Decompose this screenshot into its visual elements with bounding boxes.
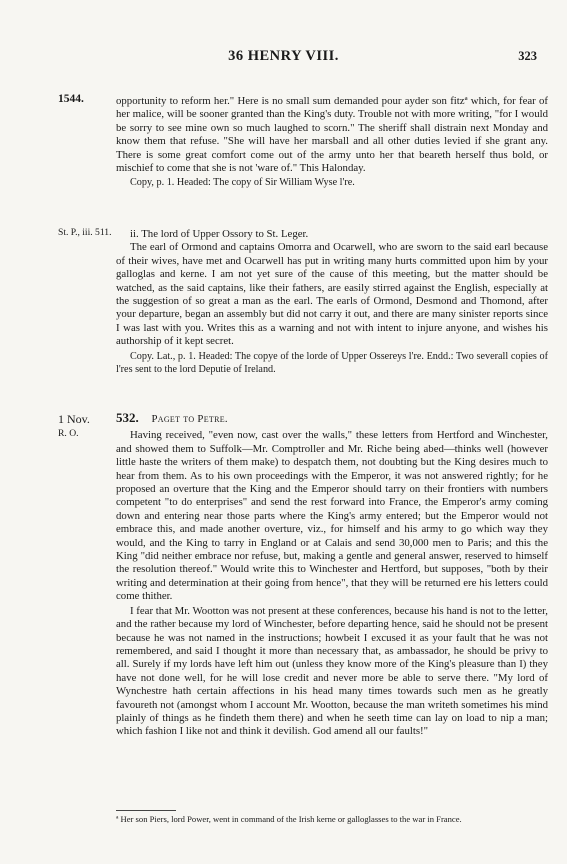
page-number: 323 [518,49,537,63]
copy-note-2: Copy. Lat., p. 1. Headed: The copye of the lorde of Upper Ossereys l're. Endd.: Two severall copies of l'res sent to the lord Deputie of Ireland. [116,350,548,376]
paragraph-paget-1: Having received, "even now, cast over the walls," these letters from Hertford and Winchester, and showed them to Suffolk—Mr. Comptroller and Mr. Riche being abed—thinks well (however little haste the writers of them make) to despatch them, not doubting but the King desires much to hear from them. As to his own proceedings with the Emperor, it was not answered rightly; for he proposed an overture that the King and the Emperor should tarry on their frontiers with numbers competent "to do enterprises" and send the rest forward into France, the Emperor's army coming down and entering near those parts where the King's army entered; but the Emperor would not embrace this, and made another overture, viz., for himself and his army to go which way they would, and the King to tarry in England or at Calais and send 30,000 men to Paris; and this the King "did neither embrace nor refuse, but, making a gentle and general answer, reserved to himself the resolution thereof." Would write this to Winchester and Hertford, but supposes, "both by their writing and determination at their going from hence", that they will be returned ere his letters could come thither. [116,429,548,603]
paragraph-ossory-letter: The earl of Ormond and captains Omorra and Ocarwell, who are sworn to the said earl because of their wives, have met and Ocarwell has put in writing many hurts committed upon him by your galloglas and kerne. I am not yet sure of the cause of this meeting, but the matter should be watched, as the said captains, like their fathers, are easily stirred against the English, especially at the suggestion of so great a man as the earl. The earls of Ormond, Desmond and Thomond, after your departure, began an assembly but did not carry it out, and there are many sinister reports since I was last with you. Writes this as a warning and not with intent to injure anyone, and wishes his authorship of it kept secret. [116,241,548,348]
paragraph-paget-2: I fear that Mr. Wootton was not present at these conferences, because his hand is not to the letter, and the rather because my lord of Winchester, before departing hence, said he should not be present because he was not named in the instructions; howbeit I excused it as your fault that he was not remembered, and said I thought it more than necessary that, as ambassador, he should be privy to all. Surely if my lords have left him out (unless they know more of the King's pleasure than I) they have not done well, for he will lose credit and never more be able to serve there. "My lord of Wynchestre hath certain affections in his head many times towards such men as he greatly favoureth not (amongst whom I account Mr. Wootton, because the man writeth sometimes his mind plainly of things as he findeth them there) and when he seeth time can lay on load to nip a man; which fashion I like not and think it devilish. God amend all our faults!" [116,604,548,738]
footnote-rule [116,810,176,811]
footnote: ª Her son Piers, lord Power, went in command of the Irish kerne or galloglasses to the war in France. [116,814,462,824]
entry-heading [116,411,548,426]
page-title: 36 HENRY VIII. [228,48,339,64]
section-heading-ossory: ii. The lord of Upper Ossory to St. Leger. [130,228,309,240]
margin-reference: St. P., iii. 511. [58,227,112,238]
paragraph-wyse-letter: opportunity to reform her." Here is no small sum demanded pour ayder son fitzª which, for fear of her malice, will be sooner granted than the King's duty. Trouble not with more writing, "for I would be sorry to see mine own so much laughed to scorn." The sheriff shall distrain next Monday and know them that refuse. "She will have her marsball and all other duties levied if she grant any. There is some great comfort come out of the army unto her that beareth herself thus bold, or mischief to come that she is not 'ware of." This Halonday. [116,95,548,175]
entry-title: Paget to Petre. [151,413,228,425]
margin-date: 1 Nov. [58,412,90,426]
body-text-ossory [116,228,548,376]
body-text-entry-532 [116,411,548,739]
running-header [0,48,567,68]
entry-number: 532. [116,410,139,425]
body-text-top [116,95,548,190]
copy-note-1: Copy, p. 1. Headed: The copy of Sir William Wyse l're. [130,177,355,189]
margin-source: R. O. [58,428,79,439]
margin-year: 1544. [58,93,84,105]
